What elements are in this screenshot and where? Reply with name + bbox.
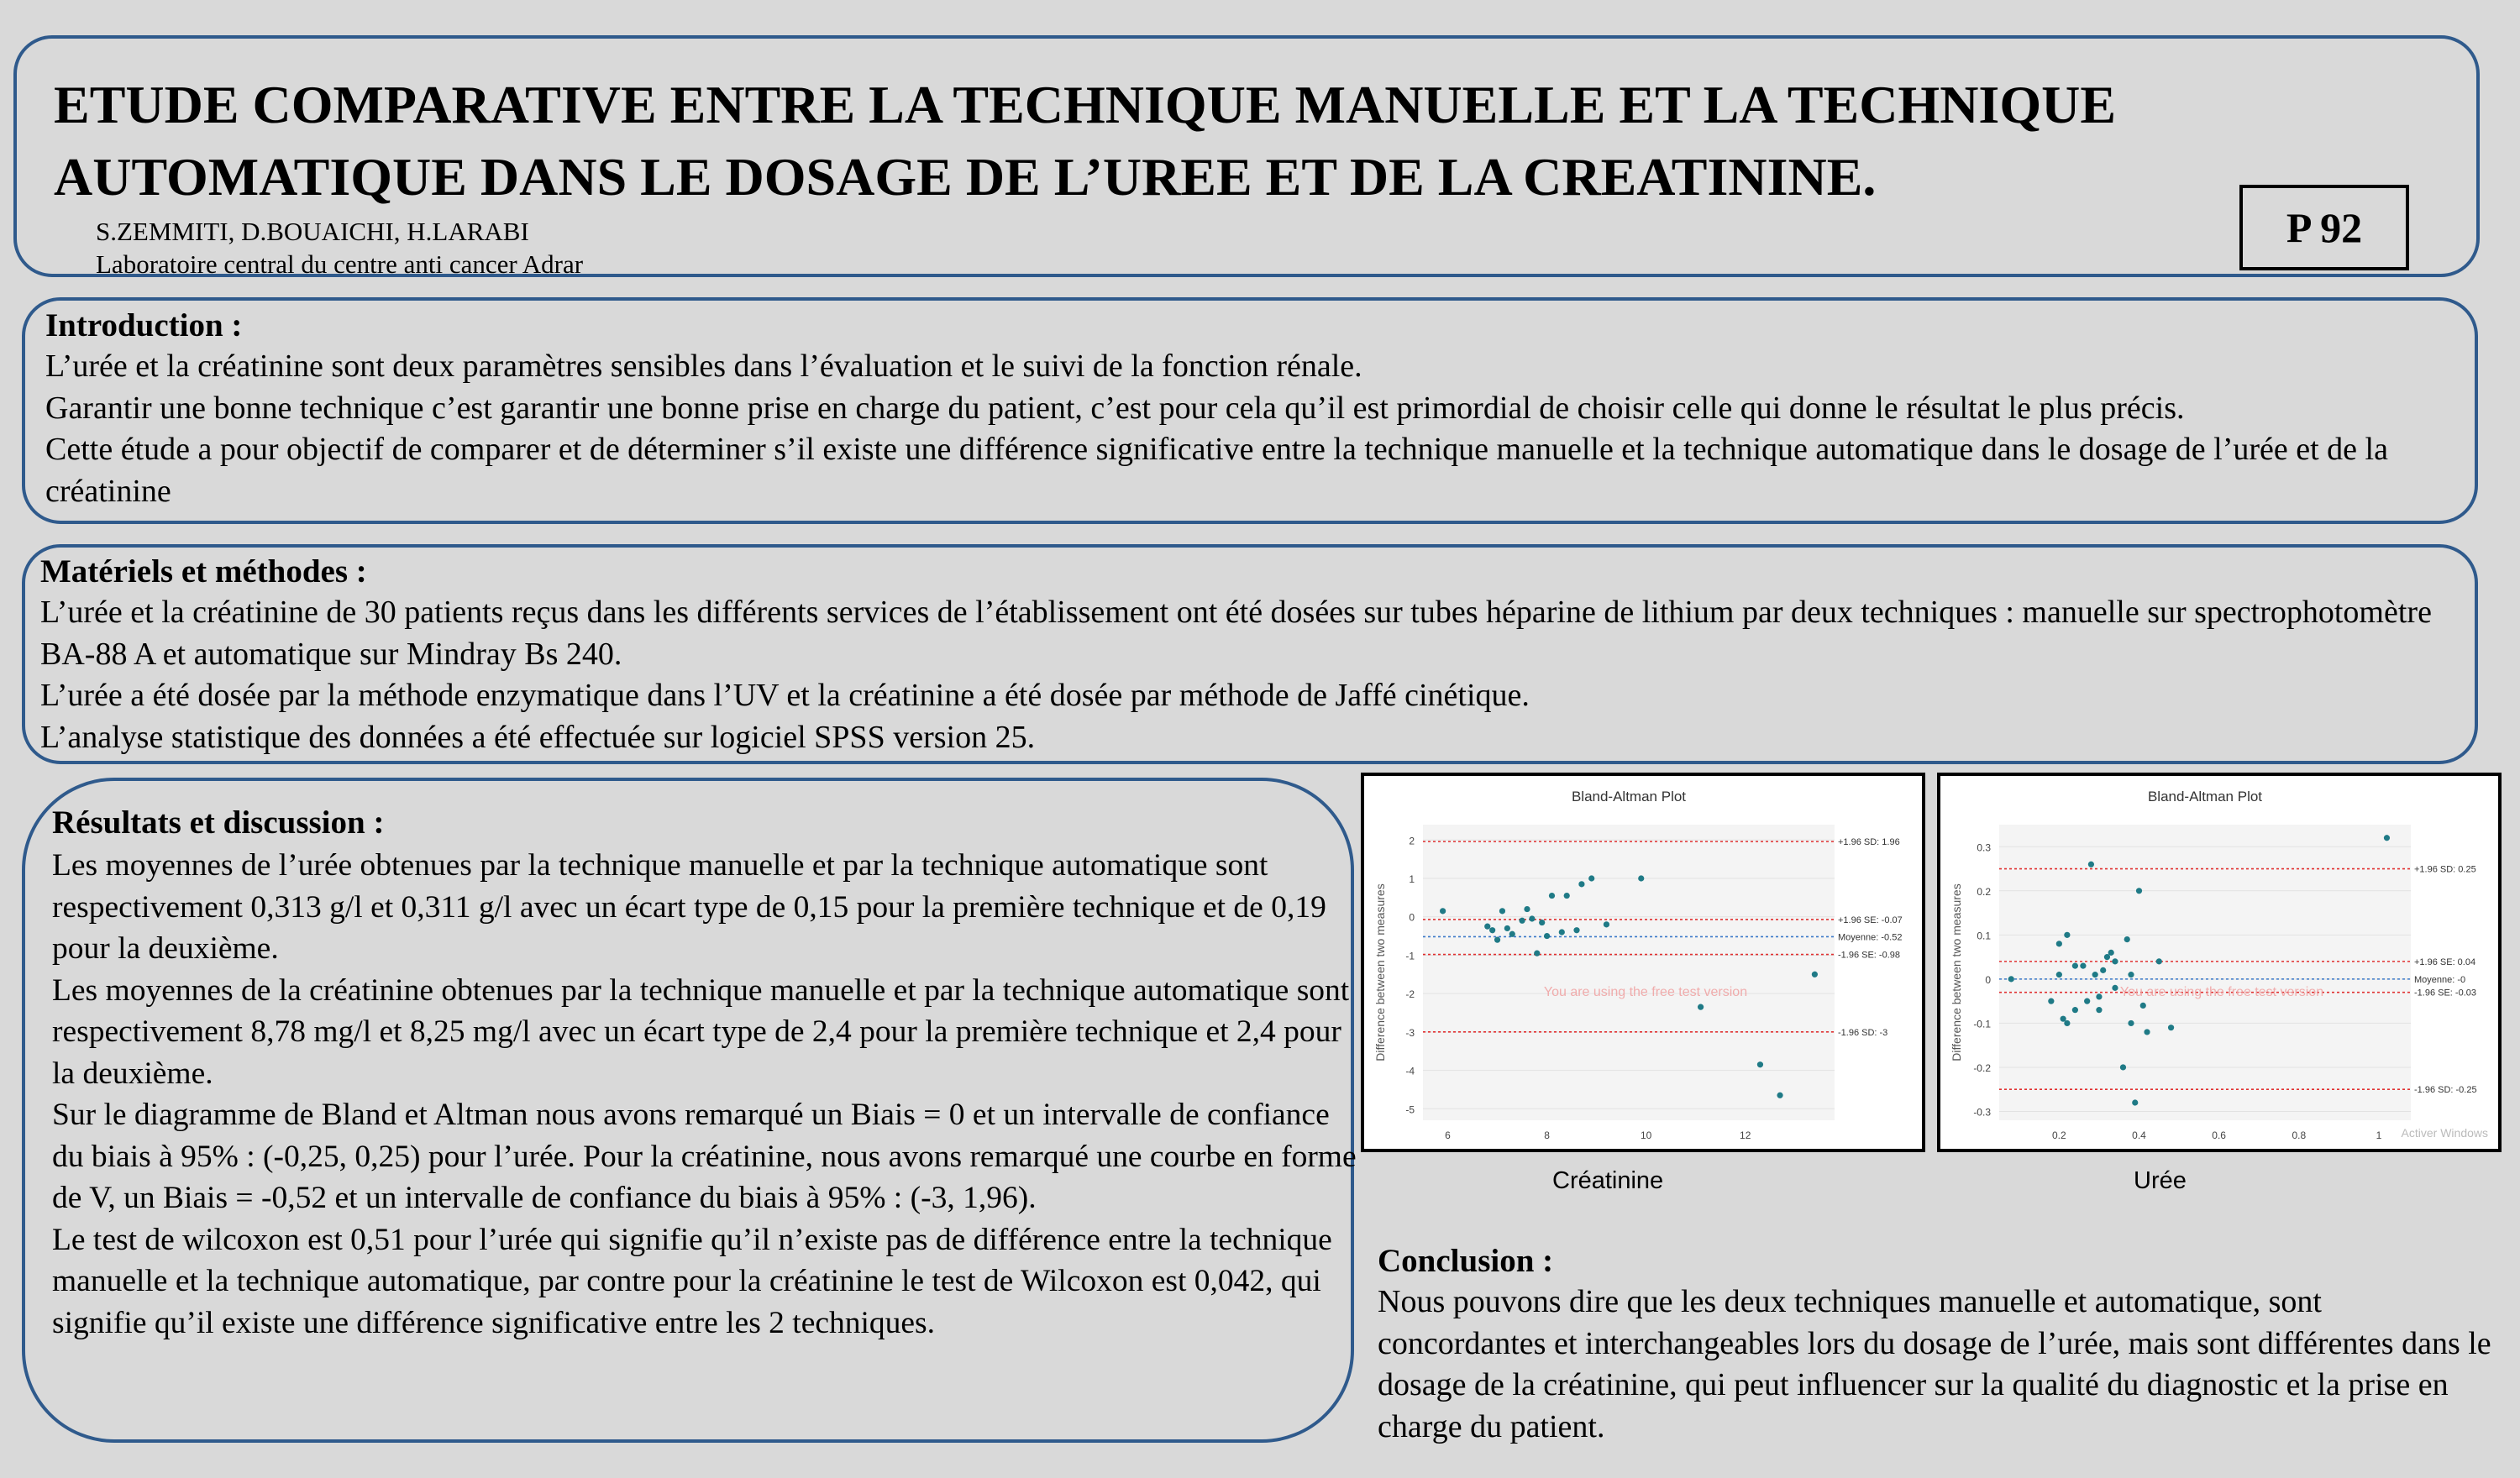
uree-x-tick-label: 0.8 [2292, 1129, 2307, 1141]
uree-reference-label: Moyenne: -0 [2414, 974, 2466, 985]
uree-data-point [2096, 1007, 2102, 1013]
uree-chart-svg [1940, 776, 2498, 1149]
creatinine-y-tick-label: -1 [1405, 950, 1415, 962]
uree-x-tick-label: 0.4 [2132, 1129, 2146, 1141]
poster-title: ETUDE COMPARATIVE ENTRE LA TECHNIQUE MANUELLE ET LA TECHNIQUE AUTOMATIQUE DANS LE DOSAGE DE L’UREE ET DE LA CREATININE. [54, 75, 2116, 207]
creatinine-data-point [1549, 893, 1555, 899]
uree-data-point [2008, 976, 2014, 982]
creatinine-plot-area [1423, 825, 1835, 1120]
conclusion-text: Nous pouvons dire que les deux techniques manuelle et automatique, sont concordantes et interchangeables lors du dosage de l’urée, mais sont différentes dans le dosage de la créatinine, qui peut influencer sur la qualité du diagnostic et la prise en charge du patient. [1378, 1284, 2491, 1444]
creatinine-watermark: You are using the free test version [1543, 985, 1748, 1000]
uree-data-point [2140, 1003, 2146, 1009]
introduction-paragraph: Garantir une bonne technique c’est garantir une bonne prise en charge du patient, c’est pour cela qu’il est primordial de choisir celle qui donne le résultat le plus précis. [45, 390, 2185, 426]
results-paragraph: Les moyennes de l’urée obtenues par la technique manuelle et par la technique automatique sont respectivement 0,313 g/l et 0,311 g/l avec un écart type de 0,15 pour la première technique et de 0,19 pour la deuxième. [52, 848, 1326, 966]
uree-data-point [2108, 950, 2114, 956]
creatinine-data-point [1534, 951, 1540, 957]
creatinine-data-point [1484, 924, 1490, 930]
uree-y-tick-label: -0.3 [1973, 1106, 1991, 1119]
results-paragraph: Les moyennes de la créatinine obtenues par la technique manuelle et par la technique automatique sont respectivement 8,78 mg/l et 8,25 mg/l avec un écart type de 2,4 pour la première technique et 2,4 pour la deuxième. [52, 972, 1350, 1091]
creatinine-data-point [1578, 881, 1584, 887]
results-section [52, 803, 1362, 1344]
creatinine-data-point [1777, 1093, 1782, 1098]
uree-data-point [2128, 1020, 2134, 1026]
creatinine-data-point [1489, 927, 1495, 933]
creatinine-data-point [1757, 1061, 1763, 1067]
uree-reference-label: -1.96 SE: -0.03 [2414, 988, 2476, 998]
methods-paragraph: L’urée a été dosée par la méthode enzymatique dans l’UV et la créatinine a été dosée par méthode de Jaffé cinétique. [40, 678, 1530, 713]
creatinine-data-point [1573, 927, 1579, 933]
uree-data-point [2096, 993, 2102, 999]
creatinine-data-point [1494, 937, 1500, 943]
creatinine-y-tick-label: -4 [1405, 1065, 1415, 1077]
uree-y-tick-label: -0.2 [1973, 1061, 1991, 1074]
creatinine-data-point [1499, 908, 1505, 914]
uree-data-point [2168, 1025, 2174, 1030]
uree-y-tick-label: 0 [1985, 973, 1991, 986]
creatinine-data-point [1638, 875, 1644, 881]
uree-data-point [2056, 972, 2062, 977]
uree-os-watermark: Activer Windows [2401, 1126, 2488, 1140]
creatinine-data-point [1509, 931, 1515, 937]
uree-chart-caption: Urée [2134, 1167, 2187, 1194]
creatinine-reference-label: -1.96 SD: -3 [1838, 1027, 1888, 1038]
uree-data-point [2084, 998, 2090, 1004]
creatinine-y-tick-label: -3 [1405, 1026, 1415, 1039]
methods-paragraph: L’urée et la créatinine de 30 patients reçus dans les différents services de l’établissement ont été dosées sur tubes héparine de lithium par deux techniques : manuelle sur spectrophotomètre BA-88 A et automatique sur Mindray Bs 240. [40, 595, 2432, 672]
introduction-heading: Introduction : [45, 307, 243, 343]
creatinine-data-point [1544, 933, 1550, 939]
creatinine-data-point [1559, 929, 1565, 935]
uree-data-point [2092, 972, 2098, 977]
creatinine-x-tick-label: 6 [1445, 1129, 1451, 1141]
uree-data-point [2088, 862, 2094, 867]
creatinine-data-point [1529, 915, 1535, 921]
affiliation: Laboratoire central du centre anti cancer Adrar [96, 249, 584, 279]
results-paragraph: Le test de wilcoxon est 0,51 pour l’urée qui signifie qu’il n’existe pas de différence entre la technique manuelle et la technique automatique, par contre pour la créatinine le test de Wilcoxon est 0,042, qui signifie qu’il existe une différence significative entre les 2 techniques. [52, 1222, 1332, 1340]
creatinine-x-tick-label: 12 [1740, 1129, 1751, 1141]
uree-x-tick-label: 0.6 [2212, 1129, 2226, 1141]
uree-data-point [2136, 888, 2142, 894]
creatinine-data-point [1588, 875, 1594, 881]
creatinine-y-axis-label: Difference between two measures [1373, 883, 1387, 1061]
creatinine-data-point [1564, 893, 1570, 899]
uree-data-point [2064, 932, 2070, 938]
uree-data-point [2384, 835, 2390, 841]
creatinine-data-point [1519, 918, 1525, 924]
creatinine-reference-label: +1.96 SD: 1.96 [1838, 837, 1900, 848]
creatinine-y-tick-label: 1 [1409, 873, 1415, 885]
uree-y-tick-label: -0.1 [1973, 1018, 1991, 1030]
authors: S.ZEMMITI, D.BOUAICHI, H.LARABI [96, 217, 529, 246]
uree-watermark: You are using the free test version [2119, 985, 2324, 1000]
creatinine-data-point [1812, 972, 1818, 977]
creatinine-y-tick-label: 2 [1409, 835, 1415, 847]
conclusion-heading: Conclusion : [1378, 1243, 1554, 1279]
creatinine-chart-svg [1364, 776, 1922, 1149]
uree-y-tick-label: 0.2 [1977, 885, 1991, 898]
creatinine-bland-altman-chart [1361, 773, 1925, 1152]
uree-reference-label: +1.96 SE: 0.04 [2414, 957, 2476, 967]
uree-data-point [2056, 941, 2062, 946]
uree-data-point [2144, 1029, 2150, 1035]
uree-data-point [2072, 963, 2078, 969]
uree-data-point [2128, 972, 2134, 977]
methods-paragraph: L’analyse statistique des données a été effectuée sur logiciel SPSS version 25. [40, 719, 1036, 755]
uree-data-point [2072, 1007, 2078, 1013]
uree-y-tick-label: 0.1 [1977, 930, 1991, 942]
uree-data-point [2120, 1064, 2126, 1070]
uree-reference-label: -1.96 SD: -0.25 [2414, 1085, 2477, 1096]
authors-block [96, 215, 583, 280]
introduction-section [45, 306, 2465, 512]
creatinine-data-point [1698, 1004, 1704, 1010]
uree-data-point [2100, 967, 2106, 973]
creatinine-chart-caption: Créatinine [1552, 1167, 1664, 1194]
creatinine-reference-label: -1.96 SE: -0.98 [1838, 950, 1900, 961]
creatinine-x-tick-label: 8 [1544, 1129, 1550, 1141]
results-paragraph: Sur le diagramme de Bland et Altman nous avons remarqué un Biais = 0 et un intervalle de confiance du biais à 95% : (-0,25, 0,25) pour l’urée. Pour la créatinine, nous avons remarqué une courbe en forme de V, un Biais = -0,52 et un intervalle de confiance du biais à 95% : (-3, 1,96). [52, 1098, 1357, 1215]
introduction-paragraph: Cette étude a pour objectif de comparer et de déterminer s’il existe une différence significative entre la technique manuelle et la technique automatique dans le dosage de l’urée et de la créatinine [45, 432, 2388, 509]
creatinine-data-point [1604, 921, 1609, 927]
creatinine-title: Bland-Altman Plot [1571, 789, 1687, 805]
uree-data-point [2132, 1099, 2138, 1105]
creatinine-data-point [1504, 925, 1510, 931]
uree-x-tick-label: 1 [2376, 1129, 2382, 1141]
uree-data-point [2048, 998, 2054, 1004]
poster-code: P 92 [2239, 185, 2409, 270]
uree-data-point [2124, 936, 2130, 942]
results-heading: Résultats et discussion : [52, 805, 385, 841]
methods-heading: Matériels et méthodes : [40, 553, 367, 590]
uree-data-point [2156, 958, 2162, 964]
uree-bland-altman-chart [1937, 773, 2502, 1152]
creatinine-data-point [1524, 906, 1530, 912]
conclusion-section [1378, 1241, 2495, 1448]
uree-data-point [2112, 985, 2118, 991]
uree-data-point [2080, 963, 2086, 969]
creatinine-reference-label: Moyenne: -0.52 [1838, 932, 1903, 943]
creatinine-x-tick-label: 10 [1640, 1129, 1652, 1141]
creatinine-data-point [1440, 908, 1446, 914]
methods-section [40, 552, 2468, 758]
creatinine-y-tick-label: -5 [1405, 1103, 1415, 1116]
introduction-paragraph: L’urée et la créatinine sont deux paramètres sensibles dans l’évaluation et le suivi de la fonction rénale. [45, 349, 1362, 384]
uree-data-point [2064, 1020, 2070, 1026]
uree-y-tick-label: 0.3 [1977, 841, 1991, 854]
uree-x-tick-label: 0.2 [2052, 1129, 2066, 1141]
creatinine-data-point [1539, 920, 1545, 925]
creatinine-y-tick-label: -2 [1405, 988, 1415, 1001]
creatinine-reference-label: +1.96 SE: -0.07 [1838, 915, 1903, 925]
uree-data-point [2112, 958, 2118, 964]
uree-title: Bland-Altman Plot [2147, 789, 2263, 805]
creatinine-y-tick-label: 0 [1409, 911, 1415, 924]
uree-y-axis-label: Difference between two measures [1950, 883, 1963, 1061]
uree-reference-label: +1.96 SD: 0.25 [2414, 864, 2476, 875]
